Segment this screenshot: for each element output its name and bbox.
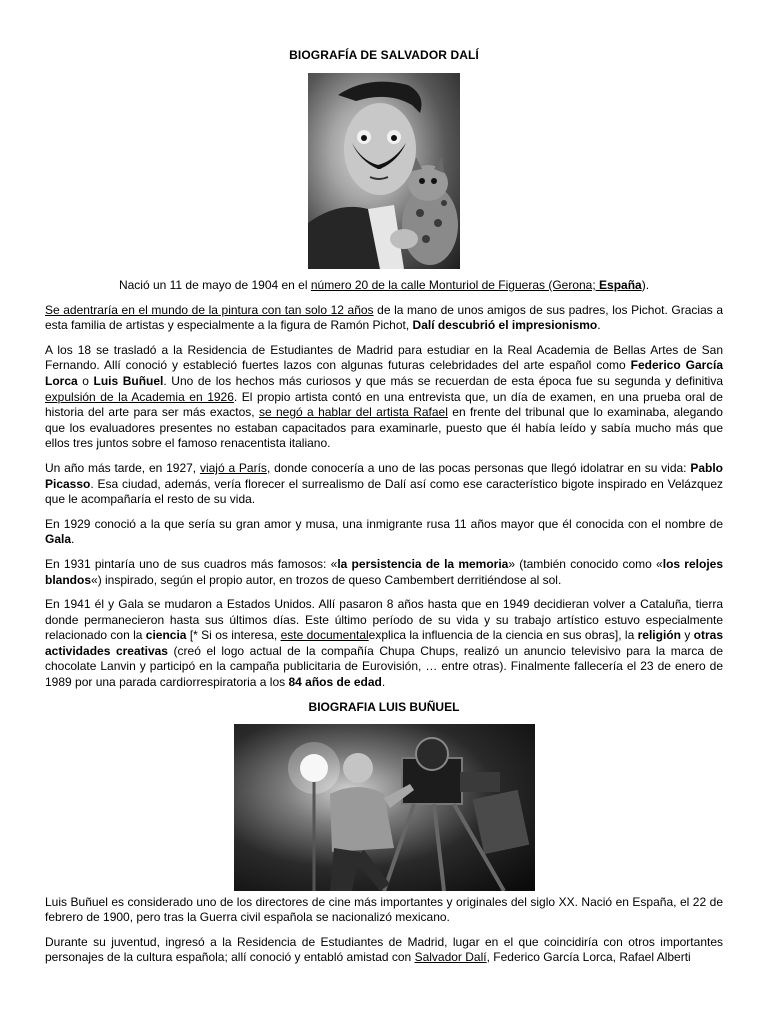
- paragraph-bunuel-intro: Luis Buñuel es considerado uno de los directores de cine más importantes y originales del siglo XX. Nació en España, el 22 de febrero de 1900, pero tras la Guerra civil española se nacionalizó mexicano.: [45, 894, 723, 925]
- link-documentary[interactable]: este documental: [280, 628, 369, 643]
- dali-photo: [308, 73, 460, 269]
- paragraph-paris: Un año más tarde, en 1927, viajó a París, donde conocería a uno de las pocas personas que llegó idolatrar en su vida: Pablo Picasso. Esa ciudad, además, vería florecer el surrealismo de Dalí así como ese característico bigote inspirado en Velázquez que le acompañaría el resto de su vida.: [45, 460, 724, 507]
- paragraph-birth: Nació un 11 de mayo de 1904 en el número 20 de la calle Monturiol de Figueras (Gerona; España).: [118, 278, 650, 292]
- paragraph-madrid: A los 18 se trasladó a la Residencia de Estudiantes de Madrid para estudiar en la Real Academia de Bellas Artes de San Fernando. Allí conoció y estableció fuertes lazos con algunas futuras celebridades del arte español como Federico García Lorca o Luis Buñuel. Uno de los hechos más curiosos y que más se recuerdan de esta época fue su segunda y definitiva expulsión de la Academia en 1926. El propio artista contó en una entrevista que, un día de examen, en una prueba oral de historia del arte para ser más exactos, se negó a hablar del artista Rafael en frente del tribunal que lo examinaba, alegando que los evaluadores presentes no estaban capacitados para examinarle, puesto que él había leído y sabía mucho más que ellos tres juntos sobre el famoso renacentista italiano.: [45, 342, 723, 451]
- paragraph-persistence: En 1931 pintaría uno de sus cuadros más famosos: «la persistencia de la memoria» (también conocido como «los relojes blandos«) inspirado, según el propio autor, en trozos de queso Cambembert derritiéndose al sol.: [45, 556, 724, 587]
- link-paris[interactable]: viajó a París: [199, 460, 267, 475]
- bunuel-photo: [234, 724, 535, 891]
- link-salvador-dali[interactable]: Salvador Dalí: [414, 950, 487, 965]
- page-title: BIOGRAFÍA DE SALVADOR DALÍ: [289, 48, 479, 62]
- paragraph-bunuel-youth: Durante su juventud, ingresó a la Residencia de Estudiantes de Madrid, lugar en el que coincidiría con otros importantes personajes de la cultura española; allí conoció y entabló amistad con Salvador Dalí, Federico García Lorca, Rafael Alberti: [45, 934, 723, 965]
- link-painting-age[interactable]: Se adentraría en el mundo de la pintura con tan solo 12 años: [45, 302, 374, 317]
- link-expulsion[interactable]: expulsión de la Academia en 1926: [45, 389, 234, 404]
- paragraph-early-art: Se adentraría en el mundo de la pintura con tan solo 12 años de la mano de unos amigos de sus padres, los Pichot. Gracias a esta familia de artistas y especialmente a la figura de Ramón Pichot, Dalí descubrió el impresionismo.: [45, 302, 723, 333]
- link-rafael[interactable]: se negó a hablar del artista Rafael: [258, 405, 448, 420]
- link-birthplace[interactable]: número 20 de la calle Monturiol de Figueras (Gerona; España: [310, 278, 642, 292]
- paragraph-late-life: En 1941 él y Gala se mudaron a Estados Unidos. Allí pasaron 8 años hasta que en 1949 decidieran volver a Cataluña, tierra donde permanecieron hasta sus últimos días. Este último período de su vida y su trabajo artístico estuvo especialmente relacionado con la ciencia [* Si os interesa, este documentalexplica la influencia de la ciencia en sus obras], la religión y otras actividades creativas (creó el logo actual de la compañía Chupa Chups, realizó un anuncio televisivo para la marca de chocolate Lanvin y participó en la campaña publicitaria de Eurovisión, … entre otras). Finalmente fallecería el 23 de enero de 1989 por una parada cardiorrespiratoria a los 84 años de edad.: [45, 597, 724, 690]
- section-title-bunuel: BIOGRAFIA LUIS BUÑUEL: [308, 699, 460, 714]
- paragraph-gala: En 1929 conoció a la que sería su gran amor y musa, una inmigrante rusa 11 años mayor que él conocida con el nombre de Gala.: [45, 516, 723, 547]
